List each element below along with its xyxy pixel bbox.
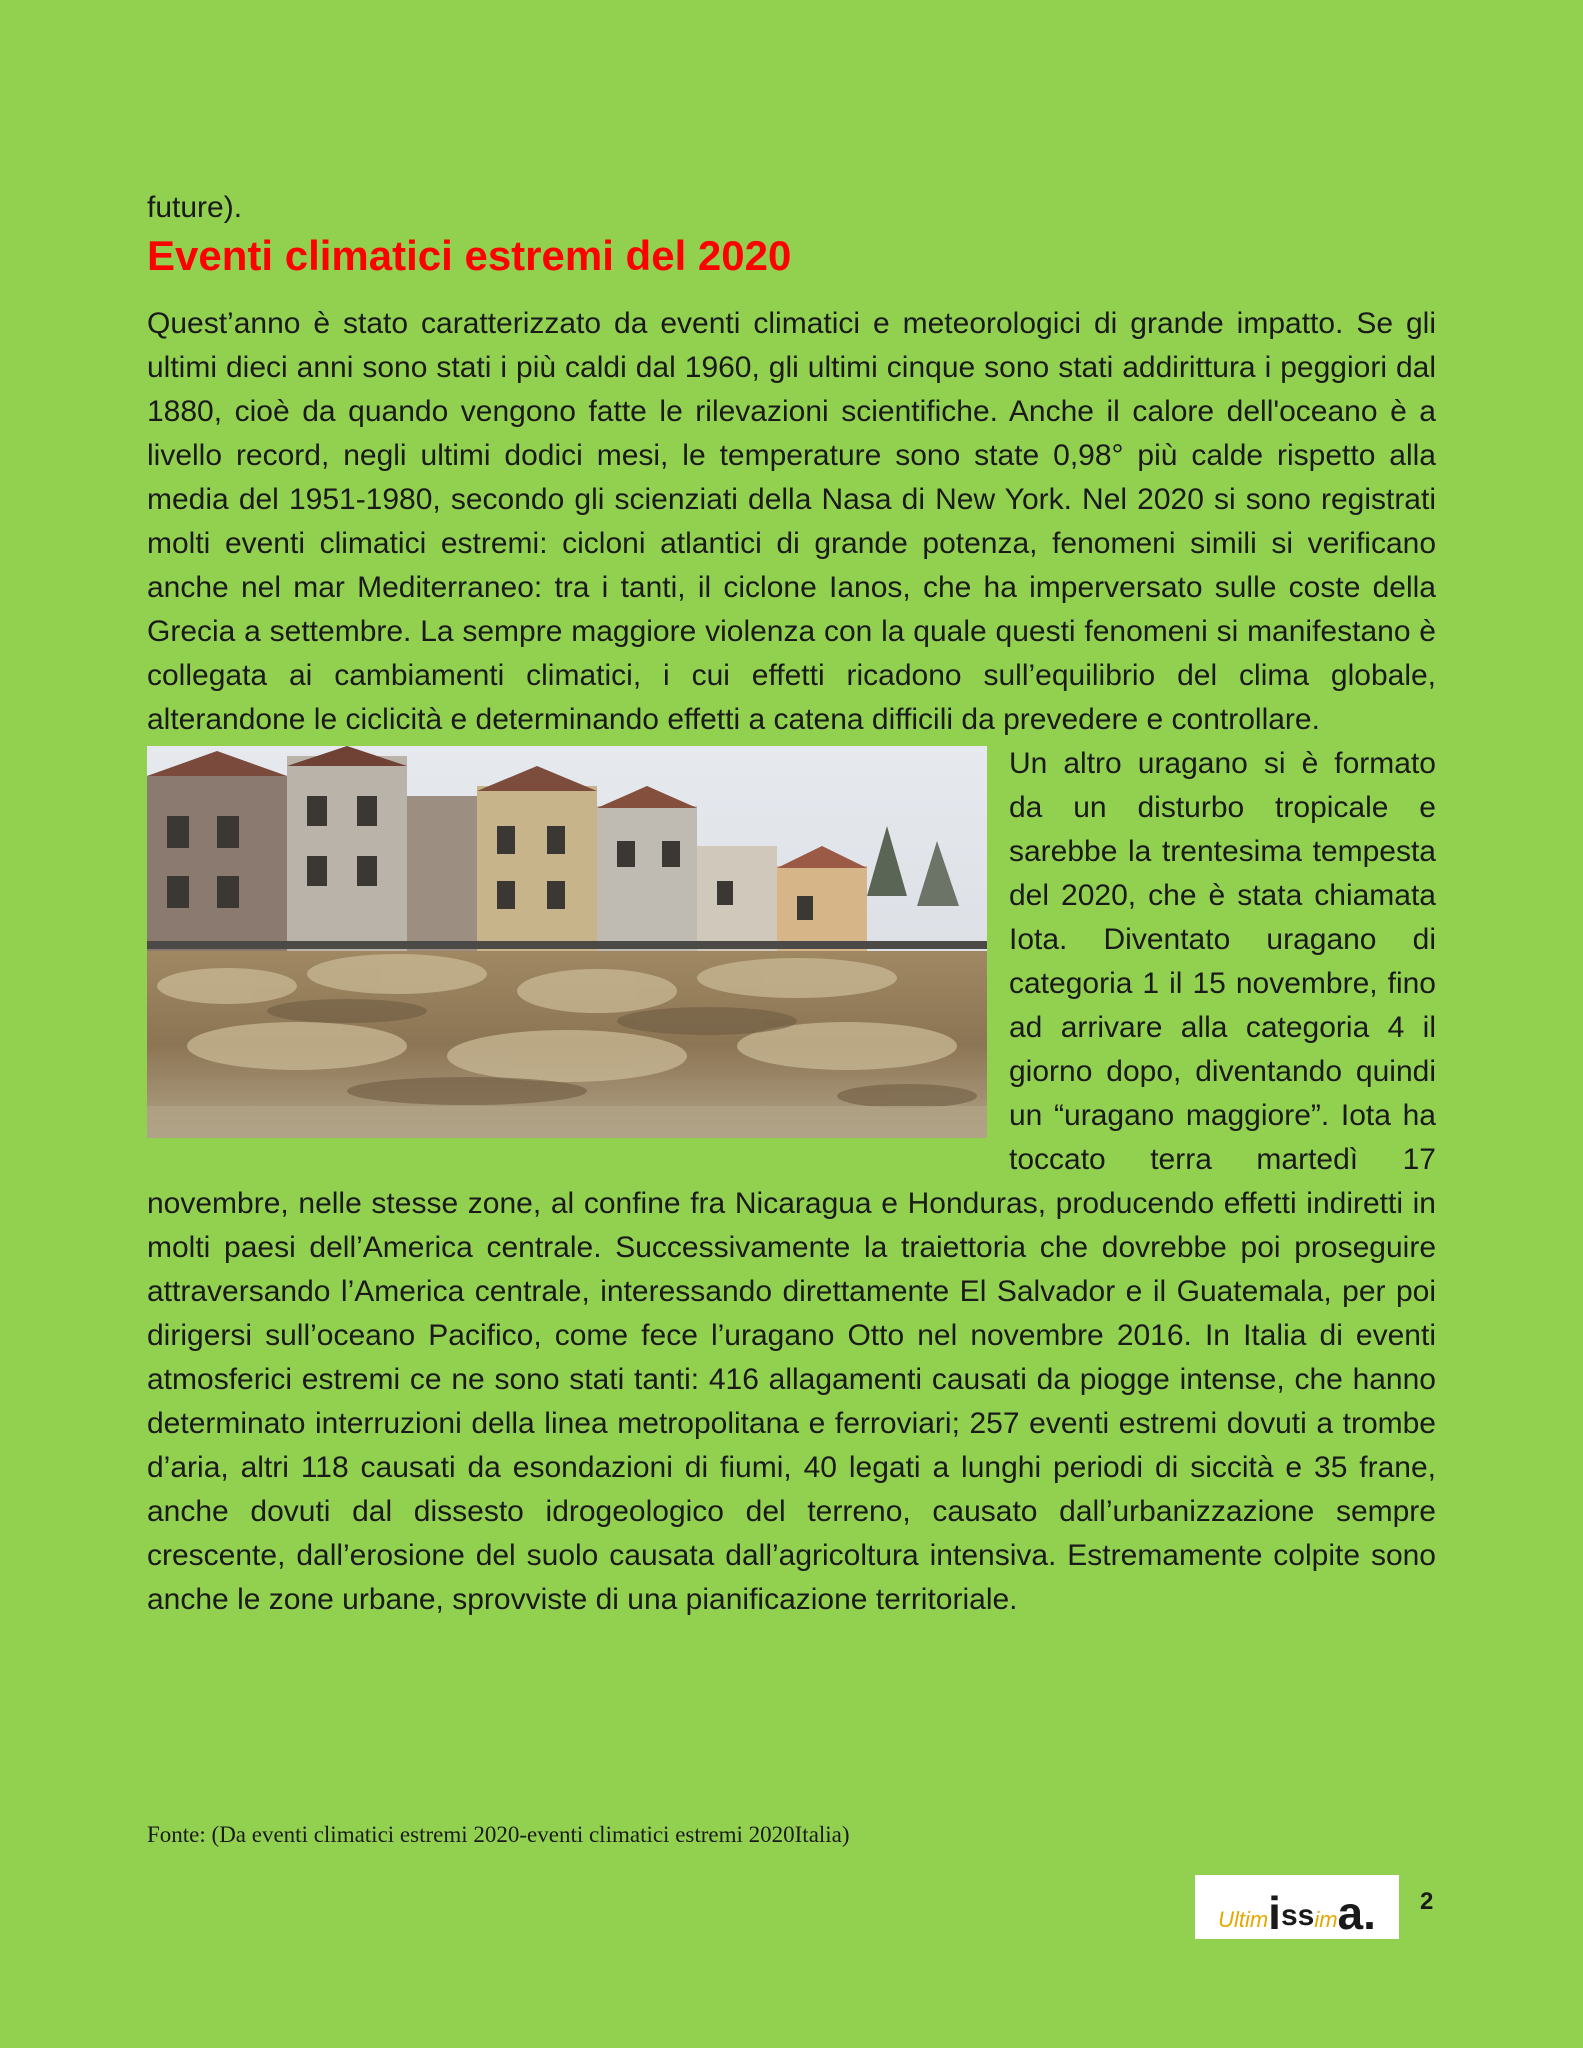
section-title: Eventi climatici estremi del 2020 xyxy=(147,232,792,279)
paragraph-iota: Un altro uragano si è formato da un disturbo tropicale e sarebbe la trentesima tempesta del 2020, che è stata chiamata Iota. Diventato uragano di categoria 1 il 15 novembre, fino ad arrivare alla categoria 4 il giorno dopo, diventando quindi un “uragano maggiore”. Iota ha toccato terra martedì 17 novembre, nelle stesse zone, al confine fra Nicaragua e Honduras, producendo effetti indiretti in molti paesi dell’America centrale. Successivamente la traiettoria che dovrebbe poi proseguire attraversando l’America centrale, interessando direttamente El Salvador e il Guatemala, per poi dirigersi sull’oceano Pacifico, come fece l’uragano Otto nel novembre 2016. In Italia di eventi atmosferici estremi ce ne sono stati tanti: 416 allagamenti causati da piogge intense, che hanno determinato interruzioni della linea metropolitana e ferroviari; 257 eventi estremi dovuti a trombe d’aria, altri 118 causati da esondazioni di fiumi, 40 legati a lunghi periodi di siccità e 35 frane, anche dovuti dal dissesto idrogeologico del terreno, causato dall’urbanizzazione sempre crescente, dall’erosione del suolo causata dall’agricoltura intensiva. Estremamente colpite sono anche le zone urbane, sprovviste di una pianificazione territoriale. xyxy=(147,747,1436,1616)
flood-photo-illustration xyxy=(147,746,987,1138)
logo-text-ultim: Ultim xyxy=(1218,1907,1269,1932)
logo-text-a: a. xyxy=(1337,1887,1376,1939)
page-number: 2 xyxy=(1420,1888,1434,1915)
continued-text: future). xyxy=(147,191,243,224)
logo-text-ss: ss xyxy=(1280,1899,1315,1932)
logo-text-im: im xyxy=(1314,1907,1338,1932)
page-content xyxy=(147,186,1436,1622)
logo-text-i: i xyxy=(1268,1887,1281,1939)
source-citation: Fonte: (Da eventi climatici estremi 2020-eventi climatici estremi 2020Italia) xyxy=(147,1822,850,1847)
paragraph-intro: Quest’anno è stato caratterizzato da eventi climatici e meteorologici di grande impatto. Se gli ultimi dieci anni sono stati i più caldi dal 1960, gli ultimi cinque sono stati addirittura i peggiori dal 1880, cioè da quando vengono fatte le rilevazioni scientifiche. Anche il calore dell'oceano è a livello record, negli ultimi dodici mesi, le temperature sono state 0,98° più calde rispetto alla media del 1951-1980, secondo gli scienziati della Nasa di New York. Nel 2020 si sono registrati molti eventi climatici estremi: cicloni atlantici di grande potenza, fenomeni simili si verificano anche nel mar Mediterraneo: tra i tanti, il ciclone Ianos, che ha imperversato sulle coste della Grecia a settembre. La sempre maggiore violenza con la quale questi fenomeni si manifestano è collegata ai cambiamenti climatici, i cui effetti ricadono sull’equilibrio del clima globale, alterandone le ciclicità e determinando effetti a catena difficili da prevedere e controllare. xyxy=(147,307,1436,736)
flood-photo xyxy=(147,746,987,1138)
magazine-logo xyxy=(1195,1875,1399,1939)
